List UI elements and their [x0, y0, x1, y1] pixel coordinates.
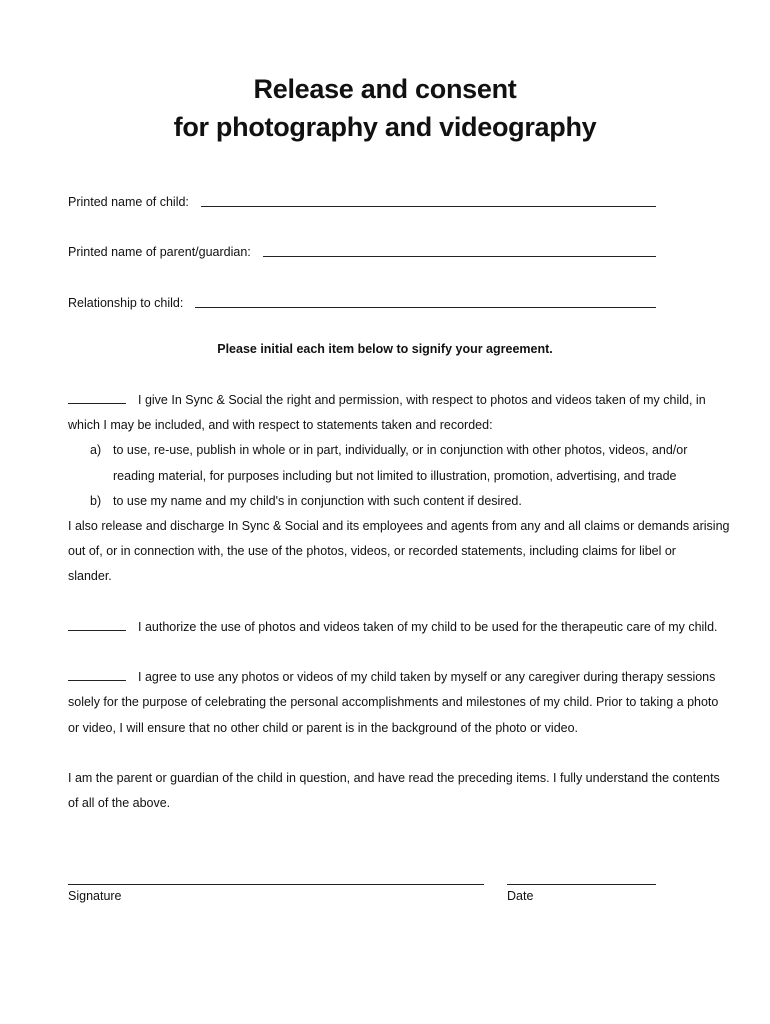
item2-row-1 — [68, 615, 718, 640]
closing-text-1: I am the parent or guardian of the child in question, and have read the preceding items. I fully understand the contents — [68, 771, 720, 785]
agreement-items — [68, 388, 730, 816]
child-name-input-line[interactable] — [201, 206, 656, 207]
signature-line[interactable] — [68, 884, 484, 885]
closing-text-2: of all of the above. — [68, 796, 171, 811]
child-name-label: Printed name of child: — [68, 195, 189, 209]
date-line[interactable] — [507, 884, 656, 885]
item1-sub-a — [68, 438, 708, 463]
item3-text-2: solely for the purpose of celebrating the personal accomplishments and milestones of my child. Prior to taking a photo — [68, 695, 719, 710]
item1-initial-blank[interactable] — [68, 401, 126, 404]
title-line-2: for photography and videography — [173, 112, 597, 142]
parent-name-field — [68, 240, 656, 260]
sub-a-text-2: reading material, for purposes including but not limited to illustration, promotion, advertising, and trade — [113, 468, 677, 483]
sub-a-text-1: to use, re-use, publish in whole or in part, individually, or in conjunction with other photos, videos, and/or — [113, 443, 688, 458]
parent-name-label: Printed name of parent/guardian: — [68, 245, 251, 259]
title-line-1: Release and consent — [253, 74, 517, 104]
sub-a-marker: a) — [90, 443, 102, 458]
parent-name-input-line[interactable] — [263, 256, 656, 257]
date-label: Date — [507, 889, 534, 903]
item2-initial-blank[interactable] — [68, 628, 126, 631]
release-text-3: slander. — [68, 569, 112, 584]
relationship-input-line[interactable] — [195, 307, 656, 308]
item3-text-3: or video, I will ensure that no other child or parent is in the background of the photo or video. — [68, 720, 579, 735]
item1-text-2: which I may be included, and with respect to statements taken and recorded: — [68, 418, 493, 433]
child-name-field — [68, 190, 656, 210]
item1-text-1: I give In Sync & Social the right and permission, with respect to photos and videos taken of my child, in — [138, 393, 706, 407]
sub-b-text-1: to use my name and my child's in conjunction with such content if desired. — [113, 493, 522, 508]
relationship-field — [68, 291, 656, 311]
release-text-1: I also release and discharge In Sync & Social and its employees and agents from any and all claims or demands arising — [68, 519, 730, 534]
item3-row-1 — [68, 665, 716, 690]
initial-instruction: Please initial each item below to signify your agreement. — [217, 342, 553, 356]
sub-b-marker: b) — [90, 493, 102, 508]
item3-text-1: I agree to use any photos or videos of my child taken by myself or any caregiver during therapy sessions — [138, 670, 716, 685]
signature-label: Signature — [68, 889, 122, 903]
form-title — [0, 70, 770, 146]
item1-row-1 — [68, 388, 708, 413]
relationship-label: Relationship to child: — [68, 296, 184, 310]
item2-text-1: I authorize the use of photos and videos taken of my child to be used for the therapeutic care of my child. — [138, 619, 718, 634]
item1-sub-b — [68, 489, 708, 514]
release-text-2: out of, or in connection with, the use of the photos, videos, or recorded statements, including claims for libel or — [68, 544, 676, 559]
item3-initial-blank[interactable] — [68, 678, 126, 681]
